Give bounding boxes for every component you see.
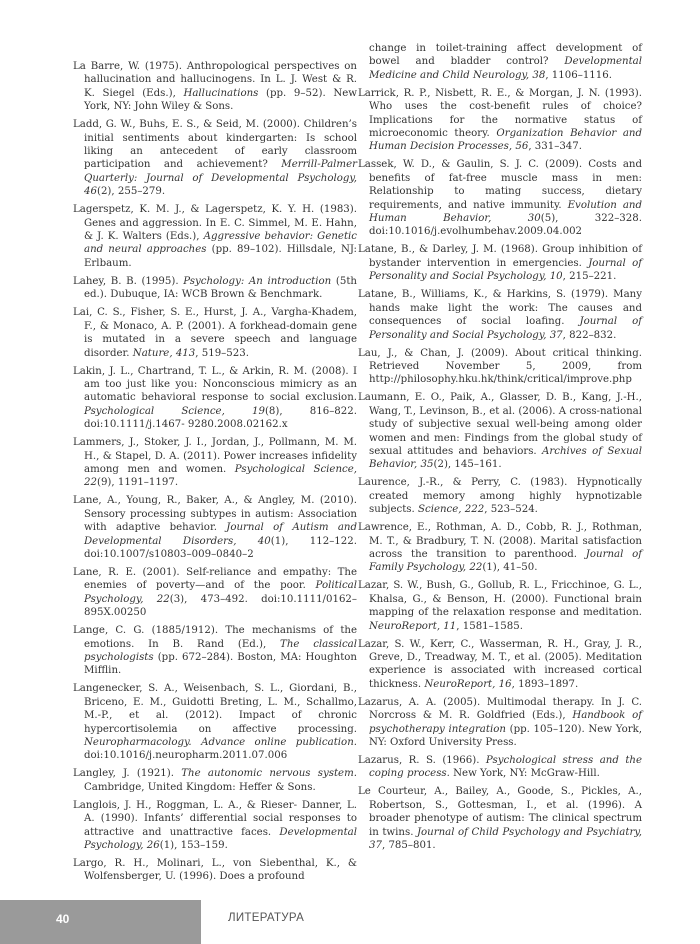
- reference-text: change in toilet-training affect development of bowel and bladder control?: [369, 43, 642, 68]
- reference-entry: [358, 87, 642, 154]
- reference-text: Lazarus, R. S. (1966).: [358, 755, 486, 767]
- reference-source-italic: Political Psychology, 22: [84, 580, 357, 605]
- section-label: ЛИТЕРАТУРА: [228, 912, 305, 924]
- reference-source-italic: Journal of Family Psychology, 22: [369, 548, 642, 574]
- reference-source-italic: Developmental Medicine and Child Neurology, 38: [369, 56, 642, 81]
- reference-text: La Barre, W. (1975). Anthropological perspectives on hallucination and hallucinogens. In L. J. West & R. K. Siegel (Eds.),: [73, 61, 357, 99]
- reference-source-italic: NeuroReport, 16: [424, 678, 512, 690]
- reference-details: (1), 112–122. doi:10.1007/s10803–009–0840–2: [84, 535, 357, 560]
- reference-details: , 519–523.: [195, 347, 249, 359]
- reference-text: Lau, J., & Chan, J. (2009). About critical thinking. Retrieved November 5, 2009, from http://philosophy.hku.hk/think/critical/improve.php: [358, 347, 642, 386]
- reference-details: (pp. 9–52). New York, NY: John Wiley & Sons.: [84, 87, 357, 113]
- reference-details: . Cambridge, United Kingdom: Heffer & Sons.: [84, 768, 357, 793]
- reference-text: Lahey, B. B. (1995).: [73, 275, 184, 287]
- reference-entry: [358, 347, 642, 387]
- reference-entry: [358, 288, 642, 342]
- reference-text: Lazar, S. W., Bush, G., Gollub, R. L., Fricchinoe, G. L., Khalsa, G., & Benson, H. (2000). Functional brain mapping of the relaxation response and meditation.: [358, 580, 642, 619]
- reference-text: Lange, C. G. (1885/1912). The mechanisms of the emotions. In B. Rand (Ed.),: [73, 625, 357, 650]
- reference-column-right: [358, 42, 642, 857]
- reference-entry: [73, 306, 357, 360]
- reference-details: (3), 473–492. doi:10.1111/0162–895X.00250: [84, 593, 358, 619]
- reference-source-italic: Organization Behavior and Human Decision Processes, 56: [369, 128, 642, 153]
- reference-text: Lai, C. S., Fisher, S. E., Hurst, J. A., Vargha-Khadem, F., & Monaco, A. P. (2001). A forkhead-domain gene is mutated in a severe speech and language disorder.: [73, 307, 357, 359]
- reference-entry: [73, 566, 357, 620]
- reference-source-italic: The autonomic nervous system: [181, 768, 354, 780]
- reference-text: Lazar, S. W., Kerr, C., Wasserman, R. H., Gray, J. R., Greve, D., Treadway, M. T., et al. (2005). Meditation experience is associated with increased cortical thickness.: [358, 638, 642, 690]
- reference-entry: [73, 118, 357, 198]
- reference-text: Lassek, W. D., & Gaulin, S. J. C. (2009). Costs and benefits of fat-free muscle mass in men: Relationship to mating success, dietary requirements, and native immunity.: [358, 159, 642, 211]
- reference-details: , 1893–1897.: [511, 678, 579, 690]
- reference-source-italic: Psychological Science, 19: [84, 405, 265, 417]
- reference-entry: [358, 243, 642, 283]
- reference-details: (pp. 672–284). Boston, MA: Houghton Mifflin.: [84, 652, 357, 677]
- reference-text: Laurence, J.-R., & Perry, C. (1983). Hypnotically created memory among highly hypnotizable subjects.: [358, 477, 642, 516]
- reference-entry: [358, 638, 642, 692]
- reference-text: Latane, B., Williams, K., & Harkins, S. (1979). Many hands make light the work: The causes and consequences of social loafing.: [358, 289, 642, 328]
- reference-details: . doi:10.1016/j.neuropharm.2011.07.006: [84, 737, 357, 762]
- reference-entry: [358, 521, 642, 575]
- reference-source-italic: Evolution and Human Behavior, 30: [369, 199, 642, 225]
- reference-text: Latane, B., & Darley, J. M. (1968). Group inhibition of bystander intervention in emergencies.: [358, 244, 642, 269]
- reference-text: Le Courteur, A., Bailey, A., Goode, S., Pickles, A., Robertson, S., Gottesman, I., et al. (1996). A broader phenotype of autism: The clinical spectrum in twins.: [358, 786, 642, 838]
- reference-details: , 1106–1116.: [545, 69, 612, 81]
- reference-source-italic: Science, 222: [418, 504, 485, 516]
- reference-details: , 785–801.: [381, 840, 436, 852]
- reference-details: (2), 145–161.: [433, 459, 502, 471]
- reference-entry: [358, 42, 642, 82]
- reference-details: (9), 1191–1197.: [96, 477, 179, 489]
- reference-details: (8), 816–822. doi:10.1111/j.1467- 9280.2008.02162.x: [84, 405, 357, 431]
- reference-text: Laumann, E. O., Paik, A., Glasser, D. B., Kang, J.-H., Wang, T., Levinson, B., et al. (2006). A cross-national study of subjective sexual well-being among older women and men: Findings from the global study of sexual attitudes and behaviors.: [358, 392, 642, 457]
- reference-entry: [73, 799, 357, 853]
- reference-source-italic: Journal of Child Psychology and Psychiatry, 37: [369, 826, 642, 852]
- reference-source-italic: NeuroReport, 11: [369, 620, 457, 632]
- reference-text: Lagerspetz, K. M. J., & Lagerspetz, K. Y. H. (1983). Genes and aggression. In E. C. Simmel, M. E. Hahn, & J. K. Walters (Eds.),: [73, 204, 357, 243]
- reference-text: Larrick, R. P., Nisbett, R. E., & Morgan, J. N. (1993). Who uses the cost-benefit rules of choice? Implications for the normative status of microeconomic theory.: [358, 87, 642, 140]
- reference-source-italic: Aggressive behavior: Genetic and neural approaches: [84, 231, 357, 256]
- reference-text: Langley, J. (1921).: [73, 768, 182, 780]
- reference-entry: [358, 785, 642, 852]
- reference-details: , 1581–1585.: [456, 620, 523, 632]
- reference-entry: [358, 579, 642, 633]
- reference-text: Langenecker, S. A., Weisenbach, S. L., Giordani, B., Briceno, E. M., Guidotti Breting, L. M., Schallmo, M.-P., et al. (2012). Impact of chronic hypercortisolemia on affective processing.: [73, 683, 357, 735]
- reference-source-italic: Journal of Personality and Social Psychology, 37: [369, 316, 642, 341]
- reference-entry: [73, 365, 357, 432]
- page-number-box: [0, 900, 201, 944]
- reference-text: Lazarus, A. A. (2005). Multimodal therapy. In J. C. Norcross & M. R. Goldfried (Eds.),: [358, 696, 642, 722]
- reference-details: (2), 255–279.: [96, 186, 166, 198]
- reference-entry: [73, 275, 357, 302]
- page-footer: [0, 900, 700, 944]
- reference-source-italic: Journal of Personality and Social Psychology, 10: [369, 257, 642, 283]
- reference-entry: [358, 391, 642, 471]
- reference-source-italic: Hallucinations: [183, 87, 259, 99]
- reference-text: Lakin, J. L., Chartrand, T. L., & Arkin, R. M. (2008). I am too just like you: Nonconscious mimicry as an automatic behavioral response to social exclusion.: [73, 365, 357, 404]
- reference-source-italic: The classical psychologists: [84, 638, 357, 663]
- reference-details: , 331–347.: [528, 141, 583, 153]
- reference-source-italic: Archives of Sexual Behavior, 35: [369, 445, 642, 471]
- reference-entry: [73, 494, 357, 561]
- reference-column-left: [73, 60, 357, 888]
- reference-details: , 523–524.: [484, 504, 538, 516]
- reference-entry: [73, 203, 357, 270]
- reference-entry: [358, 476, 642, 516]
- reference-source-italic: Psychological Science, 22: [84, 463, 357, 489]
- reference-entry: [358, 158, 642, 238]
- reference-details: (5), 322–328. doi:10.1016/j.evolhumbehav.2009.04.002: [369, 213, 642, 238]
- reference-text: Lawrence, E., Rothman, A. D., Cobb, R. J., Rothman, M. T., & Bradbury, T. N. (2008). Marital satisfaction across the transition to parenthood.: [358, 522, 642, 560]
- reference-source-italic: Merrill-Palmer Quarterly: Journal of Developmental Psychology, 46: [84, 159, 357, 198]
- reference-entry: [358, 696, 642, 750]
- reference-source-italic: Handbook of psychotherapy integration: [369, 710, 642, 735]
- reference-source-italic: Psychological stress and the coping process: [369, 755, 643, 780]
- reference-source-italic: Developmental Psychology, 26: [84, 826, 357, 852]
- reference-source-italic: Nature, 413: [132, 347, 196, 359]
- reference-entry: [73, 767, 357, 794]
- reference-details: (pp. 89–102). Hillsdale, NJ: Erlbaum.: [84, 244, 357, 269]
- reference-entry: [358, 754, 642, 781]
- reference-details: (1), 153–159.: [159, 840, 228, 852]
- reference-entry: [73, 857, 357, 884]
- reference-details: (5th ed.). Dubuque, IA: WCB Brown & Benchmark.: [84, 275, 357, 301]
- reference-details: (1), 41–50.: [482, 562, 538, 574]
- reference-details: (pp. 105–120). New York, NY: Oxford University Press.: [369, 723, 642, 749]
- reference-text: Lane, R. E. (2001). Self-reliance and empathy: The enemies of poverty—and of the poor.: [73, 566, 357, 592]
- reference-text: Largo, R. H., Molinari, L., von Siebenthal, K., & Wolfensberger, U. (1996). Does a profound: [73, 858, 357, 883]
- reference-details: . New York, NY: McGraw-Hill.: [446, 768, 600, 780]
- reference-entry: [73, 624, 357, 678]
- reference-text: Lane, A., Young, R., Baker, A., & Angley, M. (2010). Sensory processing subtypes in autism: Association with adaptive behavior.: [73, 495, 357, 534]
- reference-source-italic: Neuropharmacology. Advance online publication: [84, 737, 354, 749]
- reference-entry: [73, 60, 357, 114]
- reference-text: Ladd, G. W., Buhs, E. S., & Seid, M. (2000). Children’s initial sentiments about kindergarten: Is school liking an antecedent of early classroom participation and achievement?: [73, 119, 357, 171]
- reference-text: Lammers, J., Stoker, J. I., Jordan, J., Pollmann, M. M. H., & Stapel, D. A. (2011). Power increases infidelity among men and women.: [73, 437, 357, 475]
- reference-source-italic: Journal of Autism and Developmental Disorders, 40: [84, 522, 357, 547]
- reference-source-italic: Psychology: An introduction: [183, 275, 332, 287]
- reference-entry: [73, 682, 357, 762]
- reference-text: Langlois, J. H., Roggman, L. A., & Rieser- Danner, L. A. (1990). Infants’ differential social responses to attractive and unattractive faces.: [73, 799, 357, 838]
- reference-details: , 215–221.: [562, 271, 617, 283]
- reference-entry: [73, 436, 357, 490]
- page-number: 40: [56, 912, 70, 926]
- reference-details: , 822–832.: [562, 329, 617, 341]
